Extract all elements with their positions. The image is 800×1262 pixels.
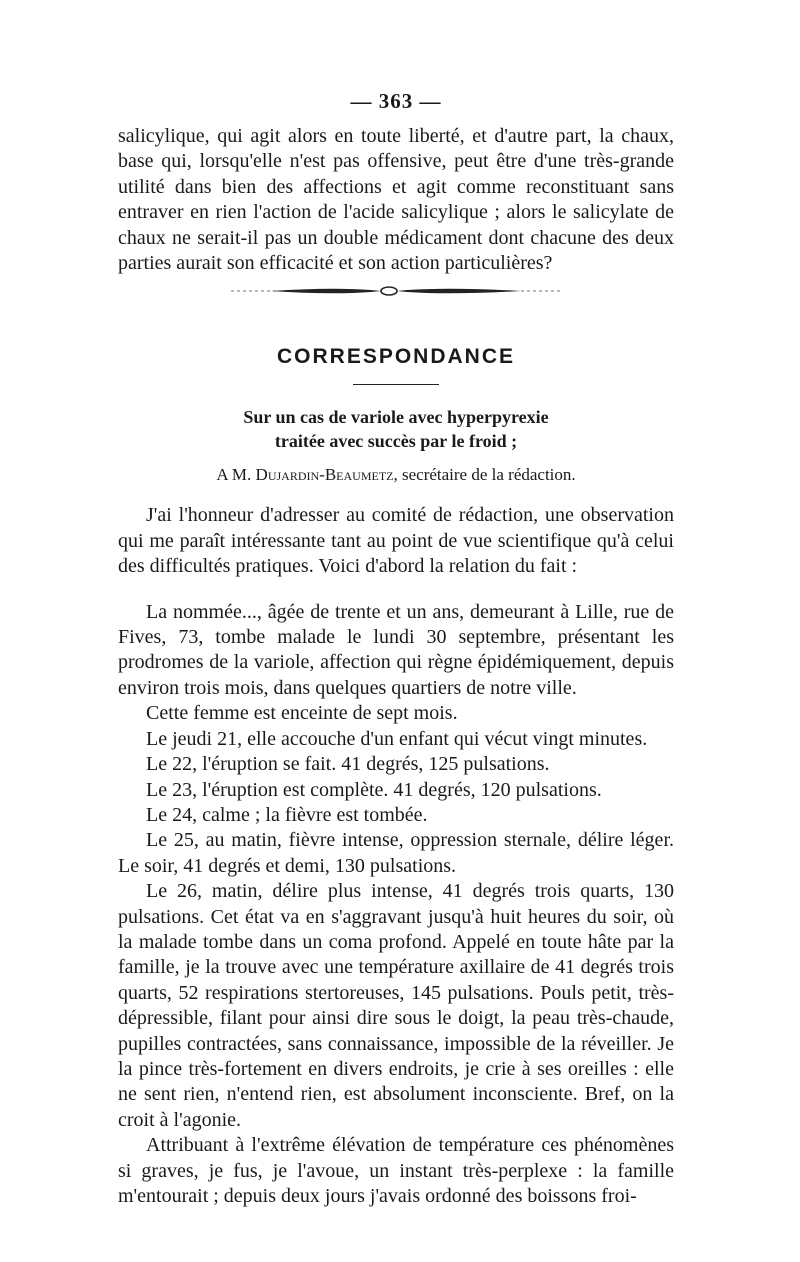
intro-paragraph: salicylique, qui agit alors en toute liberté, et d'autre part, la chaux, base qui, lorsqu'elle n'est pas offensive, peut être d'une très-grande utilité dans bien des affections et agit comme reconstituant sans entraver en rien l'action de l'acide salicylique ; alors le salicylate de chaux ne serait-il pas un double médicament dont chacune des deux parties aurait son efficacité et son action particulières?: [118, 125, 674, 275]
body-paragraph-10: Attribuant à l'extrême élévation de température ces phénomènes si graves, je fus, je l'avoue, un instant très-perplexe : la famille m'entourait ; depuis deux jours j'avais ordonné des boissons froi-: [118, 1134, 674, 1207]
ornament-divider: [231, 284, 561, 298]
body-paragraph-3: Cette femme est enceinte de sept mois.: [146, 702, 458, 725]
article-title-line-1: Sur un cas de variole avec hyperpyrexie: [243, 407, 549, 428]
dedication-prefix: A M.: [216, 465, 252, 485]
article-title-line-2: traitée avec succès par le froid ;: [274, 431, 518, 452]
body-paragraph-5: Le 22, l'éruption se fait. 41 degrés, 125 pulsations.: [146, 753, 550, 776]
dedication: [118, 463, 674, 487]
article-title: [118, 405, 674, 453]
body-paragraph-1: J'ai l'honneur d'adresser au comité de rédaction, une observation qui me paraît intéressante tant au point de vue scientifique qu'à celui des difficultés pratiques. Voici d'abord la relation du fait :: [118, 504, 674, 578]
body-paragraph-6: Le 23, l'éruption est complète. 41 degrés, 120 pulsations.: [146, 778, 602, 801]
body-paragraph-7: Le 24, calme ; la fièvre est tombée.: [146, 803, 428, 826]
page-number: — 363 —: [350, 89, 442, 113]
body-paragraph-4: Le jeudi 21, elle accouche d'un enfant qui vécut vingt minutes.: [146, 727, 648, 750]
dedication-suffix: secrétaire de la rédaction.: [401, 465, 576, 485]
body-paragraph-8: Le 25, au matin, fièvre intense, oppression sternale, délire léger. Le soir, 41 degrés et demi, 130 pulsations.: [118, 829, 674, 877]
section-heading: CORRESPONDANCE: [276, 345, 516, 369]
paragraph-gap: [118, 580, 674, 600]
book-page: [118, 84, 674, 1209]
dedication-name: Dujardin-Beaumetz,: [255, 465, 398, 485]
body-paragraph-2: La nommée..., âgée de trente et un ans, demeurant à Lille, rue de Fives, 73, tombe malade le lundi 30 septembre, présentant les prodromes de la variole, affection qui règne épidémiquement, depuis environ trois mois, dans quelques quartiers de notre ville.: [118, 600, 674, 699]
body-paragraph-9: Le 26, matin, délire plus intense, 41 degrés trois quarts, 130 pulsations. Cet état va en s'aggravant jusqu'à huit heures du soir, où la malade tombe dans un coma profond. Appelé en toute hâte par la famille, je la trouve avec une température axillaire de 41 degrés trois quarts, 52 respirations stertoreuses, 145 pulsations. Pouls petit, très-dépressible, filant pour ainsi dire sous le doigt, la peau très-chaude, pupilles contractées, sans connaissance, impossible de la réveiller. Je la pince très-fortement en divers endroits, je crie à ses oreilles : elle ne sent rien, n'entend rien, est absolument inconsciente. Bref, on la croit à l'agonie.: [118, 880, 674, 1131]
heading-rule: [353, 384, 439, 385]
